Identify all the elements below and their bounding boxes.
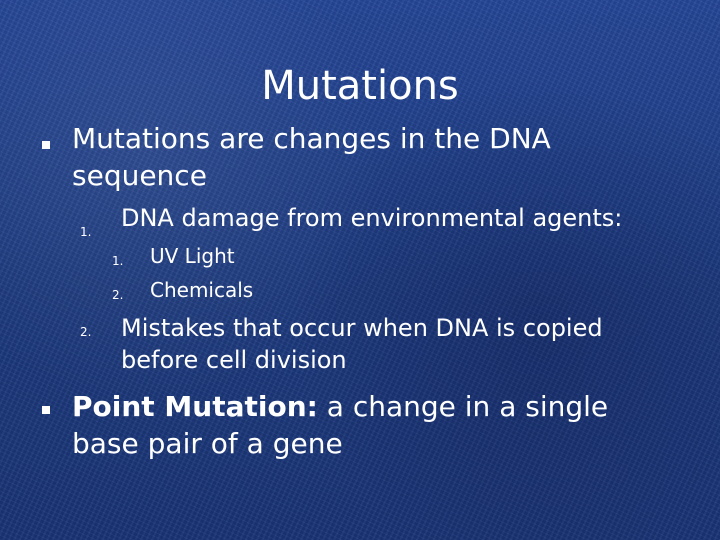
sub-sub-item-1-text: UV Light [150,244,235,268]
slide-title: Mutations [261,63,459,109]
sub-item-2-line-1: Mistakes that occur when DNA is copied [121,314,603,342]
bullet-2-term: Point Mutation: [72,390,318,423]
sub-item-1-text: DNA damage from environmental agents: [121,204,623,232]
bullet-1-line-2: sequence [72,159,207,192]
sub-sub-item-2-number: 2. [112,288,124,302]
sub-sub-item-2-text: Chemicals [150,278,254,302]
sub-sub-item-1-number: 1. [112,254,124,268]
sub-item-2-line-2: before cell division [121,346,347,374]
bullet-2-definition: a change in a single [317,390,609,423]
bullet-1-line-1: Mutations are changes in the DNA [72,122,551,155]
sub-item-1-number: 1. [80,225,92,239]
bullet-2-line-1 [72,389,608,425]
bullet-2-line-2: base pair of a gene [72,427,343,460]
square-bullet-icon [42,406,50,414]
sub-item-2-number: 2. [80,325,92,339]
square-bullet-icon [42,141,50,149]
